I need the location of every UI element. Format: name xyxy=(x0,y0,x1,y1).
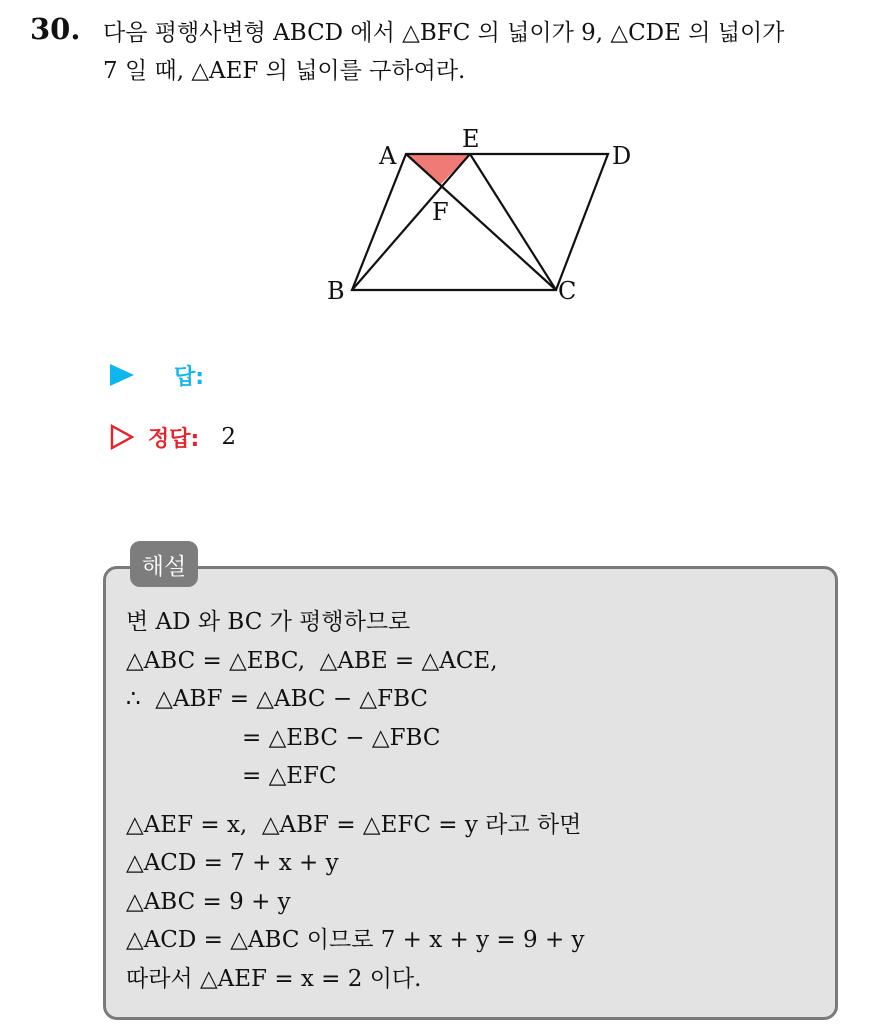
solution-line: = △EBC − △FBC xyxy=(242,724,441,751)
segment-ac xyxy=(406,154,556,290)
parallelogram-svg xyxy=(318,122,658,312)
segment-ec xyxy=(470,154,556,290)
solution-tab: 해설 xyxy=(130,541,198,587)
answer-row xyxy=(110,358,204,392)
solution-line: 변 AD 와 BC 가 평행하므로 xyxy=(126,609,411,635)
problem-text-line-1: 다음 평행사변형 ABCD 에서 △BFC 의 넓이가 9, △CDE 의 넓이가 xyxy=(103,20,785,46)
solution-line: = △EFC xyxy=(242,763,337,789)
parallelogram-figure xyxy=(318,122,658,312)
solution-line: △ACD = △ABC 이므로 7 + x + y = 9 + y xyxy=(126,927,585,953)
solution-line: △ABC = 9 + y xyxy=(126,888,291,915)
problem-text xyxy=(103,14,873,90)
label-a: A xyxy=(379,142,397,170)
label-d: D xyxy=(612,142,632,170)
shaded-triangle-aef xyxy=(406,154,470,184)
outline-arrow-icon xyxy=(110,424,134,450)
solution-line: ∴ △ABF = △ABC − △FBC xyxy=(126,686,428,712)
solution-line: △ACD = 7 + x + y xyxy=(126,850,339,876)
solution-line: △ABC = △EBC, △ABE = △ACE, xyxy=(126,647,498,674)
problem-number: 30. xyxy=(30,12,81,46)
segment-be xyxy=(352,154,470,290)
correct-answer-row xyxy=(110,419,236,455)
solution-line: 따라서 △AEF = x = 2 이다. xyxy=(126,965,422,992)
solution-line: △AEF = x, △ABF = △EFC = y 라고 하면 xyxy=(126,811,582,838)
correct-answer-label: 정답: xyxy=(148,426,200,452)
correct-answer-value: 2 xyxy=(221,424,236,450)
play-arrow-icon xyxy=(110,364,134,386)
label-c: C xyxy=(558,277,577,305)
label-b: B xyxy=(327,277,345,305)
label-f: F xyxy=(432,198,449,226)
problem-text-line-2: 7 일 때, △AEF 의 넓이를 구하여라. xyxy=(103,58,466,84)
answer-label: 답: xyxy=(174,364,205,390)
label-e: E xyxy=(462,125,480,153)
solution-text xyxy=(126,603,585,998)
